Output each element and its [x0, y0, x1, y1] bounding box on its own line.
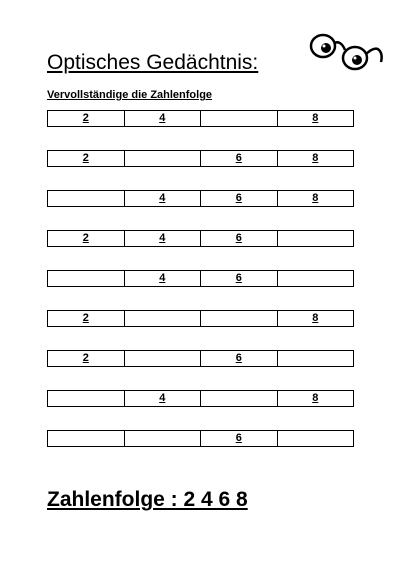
sequence-cell	[48, 431, 125, 446]
sequence-cell: 8	[312, 192, 319, 204]
sequence-cell: 4	[125, 191, 202, 206]
sequence-cell	[278, 431, 354, 446]
sequence-row	[47, 310, 354, 327]
sequence-cell: 4	[125, 231, 202, 246]
sequence-cell: 6	[201, 151, 278, 166]
sequence-answer: Zahlenfolge : 2 4 6 8	[47, 488, 248, 511]
page-title: Optisches Gedächtnis:	[47, 51, 259, 74]
sequence-cell	[278, 351, 354, 366]
glasses-icon	[303, 28, 385, 76]
sequence-cell: 6	[201, 191, 278, 206]
instruction-text: Vervollständige die Zahlenfolge	[47, 89, 213, 101]
sequence-row	[47, 350, 354, 367]
sequence-cell: 8	[312, 392, 319, 404]
sequence-cell	[48, 191, 125, 206]
sequence-cell	[48, 271, 125, 286]
sequence-cell: 2	[48, 351, 125, 366]
sequence-cell: 2	[48, 151, 125, 166]
sequence-cell	[201, 391, 278, 406]
sequence-row	[47, 190, 354, 207]
sequence-row	[47, 390, 354, 407]
sequence-table	[47, 110, 354, 447]
sequence-cell	[125, 311, 202, 326]
sequence-cell: 4	[125, 271, 202, 286]
sequence-row	[47, 150, 354, 167]
sequence-row	[47, 230, 354, 247]
sequence-cell	[125, 431, 202, 446]
sequence-row	[47, 110, 354, 127]
sequence-cell	[278, 231, 354, 246]
sequence-cell	[48, 391, 125, 406]
sequence-cell: 8	[312, 152, 319, 164]
sequence-cell: 6	[201, 231, 278, 246]
sequence-cell: 6	[201, 431, 278, 446]
sequence-cell	[201, 311, 278, 326]
sequence-cell: 2	[48, 111, 125, 126]
sequence-cell: 6	[201, 271, 278, 286]
sequence-cell: 8	[312, 312, 319, 324]
sequence-row	[47, 270, 354, 287]
sequence-cell	[125, 351, 202, 366]
sequence-cell: 2	[48, 311, 125, 326]
sequence-cell: 6	[201, 351, 278, 366]
sequence-cell: 2	[48, 231, 125, 246]
sequence-cell	[125, 151, 202, 166]
sequence-row	[47, 430, 354, 447]
sequence-cell: 4	[125, 391, 202, 406]
sequence-cell: 4	[125, 111, 202, 126]
sequence-cell	[278, 271, 354, 286]
sequence-cell: 8	[312, 112, 319, 124]
sequence-cell	[201, 111, 278, 126]
